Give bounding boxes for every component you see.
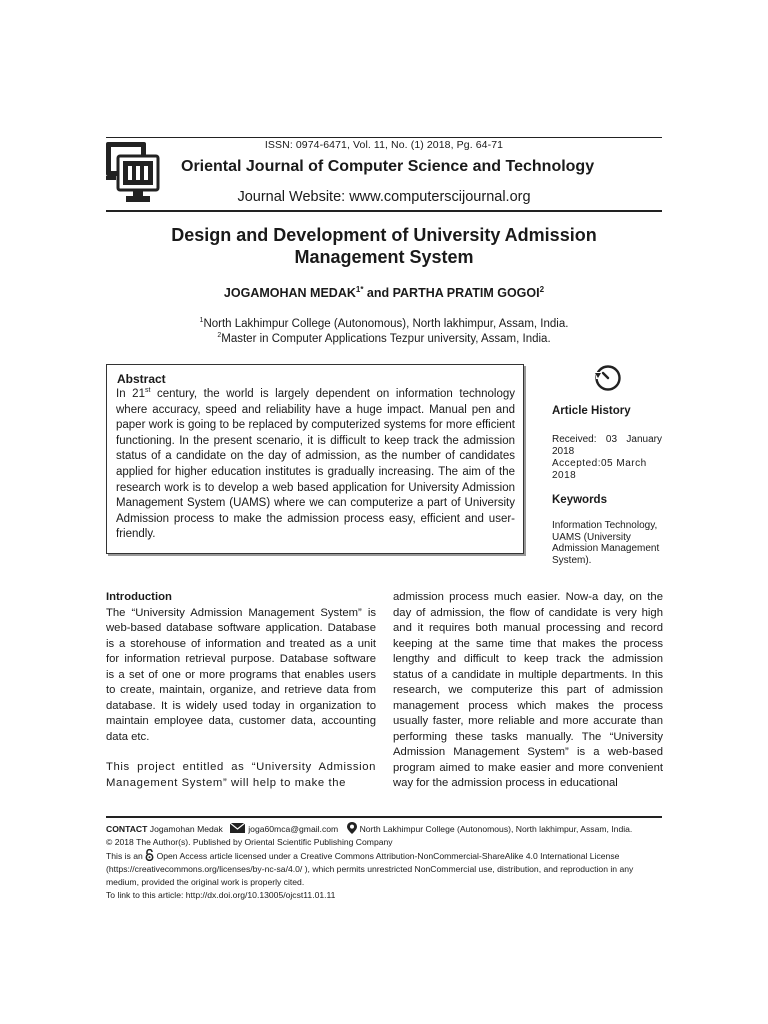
contact-label: CONTACT <box>106 824 148 834</box>
left-paragraph-2: This project entitled as “University Admission Management System” will help to make the <box>106 761 376 789</box>
right-paragraph-1: admission process much easier. Now-a day, on the day of admission, the flow of candidate is very high and it requires both manual processing and record keeping at the same time that makes the process lengthy and difficult to keep track the admission status of a candidate in multiple departments. In this research, we computerize this part of admission management process which makes the process usually faster, more reliable and more accurate than performing these tasks manually. The “University Admission Management System” is a web-based program aimed to make easier and more convenient way for the admission process in educational <box>393 591 663 789</box>
header-top-rule <box>106 137 662 138</box>
affiliation-1-text: North Lakhimpur College (Autonomous), North lakhimpur, Assam, India. <box>203 317 569 330</box>
journal-website[interactable]: Journal Website: www.computerscijournal.org <box>237 189 531 205</box>
paper-title: Design and Development of University Admission Management System <box>171 225 597 267</box>
left-paragraph-1: The “University Admission Management System” is web-based database software application. Database is a storehouse of information and treated as a unit for information retrieval purpose. Database software is a set of one or more programs that enables users to create, maintain, organize, and retrieve data from database. It is widely used today in organization to maintain employee data, customer data, accounting data etc. <box>106 606 376 743</box>
contact-address: North Lakhimpur College (Autonomous), North lakhimpur, Assam, India. <box>359 824 633 834</box>
license-pre: This is an <box>106 851 143 861</box>
open-access-icon <box>145 849 154 861</box>
author-line <box>0 285 768 300</box>
license-line <box>106 849 662 889</box>
keywords-list: Information Technology, UAMS (University Admission Management System). <box>552 520 660 566</box>
license-text: Open Access article licensed under a Creative Commons Attribution-NonCommercial-ShareAlike 4.0 International License (https://creativecommons.org/licenses/by-nc-sa/4.0/ ), which permits unrestricted NonCommercial use, distribution, and reproduction in any medium, provided the original work is properly cited. <box>106 851 634 887</box>
journal-title: Oriental Journal of Computer Science and Technology <box>181 158 595 175</box>
abstract-sup: st <box>144 387 151 395</box>
author-join: and <box>363 286 393 301</box>
affiliation-2 <box>0 332 768 345</box>
abstract-text: century, the world is largely dependent on information technology where accuracy, speed and reliability have a huge impact. Manual pen and paper work is going to be replaced by computerized systems for more efficient functioning. In the present scenario, it is difficult to keep track the admission status of a candidate on the day of admission, as the number of candidates applied for higher education institutes is gradually increasing. The aim of the research work is to develop a web based application for University Admission Management System (UAMS) where we can computerize a part of University Admission process to make the admission process easy, efficient and user-friendly. <box>116 388 516 541</box>
map-pin-icon <box>347 822 357 834</box>
envelope-icon <box>230 823 245 833</box>
contact-name: Jogamohan Medak <box>149 824 223 834</box>
received-date: Received: 03 January 2018 <box>552 434 662 457</box>
clock-history-icon <box>594 364 622 392</box>
abstract-heading: Abstract <box>117 372 166 386</box>
issn-line: ISSN: 0974-6471, Vol. 11, No. (1) 2018, Pg. 64-71 <box>264 139 504 151</box>
article-history-heading: Article History <box>552 405 631 417</box>
abstract-body <box>116 387 515 543</box>
footer <box>106 822 662 902</box>
accepted-date: Accepted:05 March 2018 <box>552 458 647 481</box>
body-right-column <box>393 590 663 792</box>
abstract-pre: In 21 <box>116 388 145 400</box>
copyright-line: © 2018 The Author(s). Published by Oriental Scientific Publishing Company <box>106 837 393 847</box>
header-bottom-rule <box>106 210 662 212</box>
footer-rule <box>106 816 662 818</box>
body-left-column <box>106 590 376 791</box>
affiliation-2-sup: 2 <box>217 332 222 339</box>
author-1: JOGAMOHAN MEDAK <box>223 286 356 301</box>
contact-line <box>106 822 662 836</box>
author-2-sup: 2 <box>539 285 545 294</box>
contact-email[interactable]: joga60mca@gmail.com <box>248 824 339 834</box>
affiliation-2-text: Master in Computer Applications Tezpur university, Assam, India. <box>221 332 551 345</box>
doi-line[interactable]: To link to this article: http://dx.doi.org/10.13005/ojcst11.01.11 <box>106 890 336 900</box>
affiliation-1-sup: 1 <box>199 317 204 324</box>
keywords-heading: Keywords <box>552 494 607 506</box>
author-1-sup: 1* <box>355 285 364 294</box>
affiliation-1 <box>0 317 768 330</box>
introduction-heading: Introduction <box>106 591 172 603</box>
author-2: PARTHA PRATIM GOGOI <box>392 286 540 301</box>
